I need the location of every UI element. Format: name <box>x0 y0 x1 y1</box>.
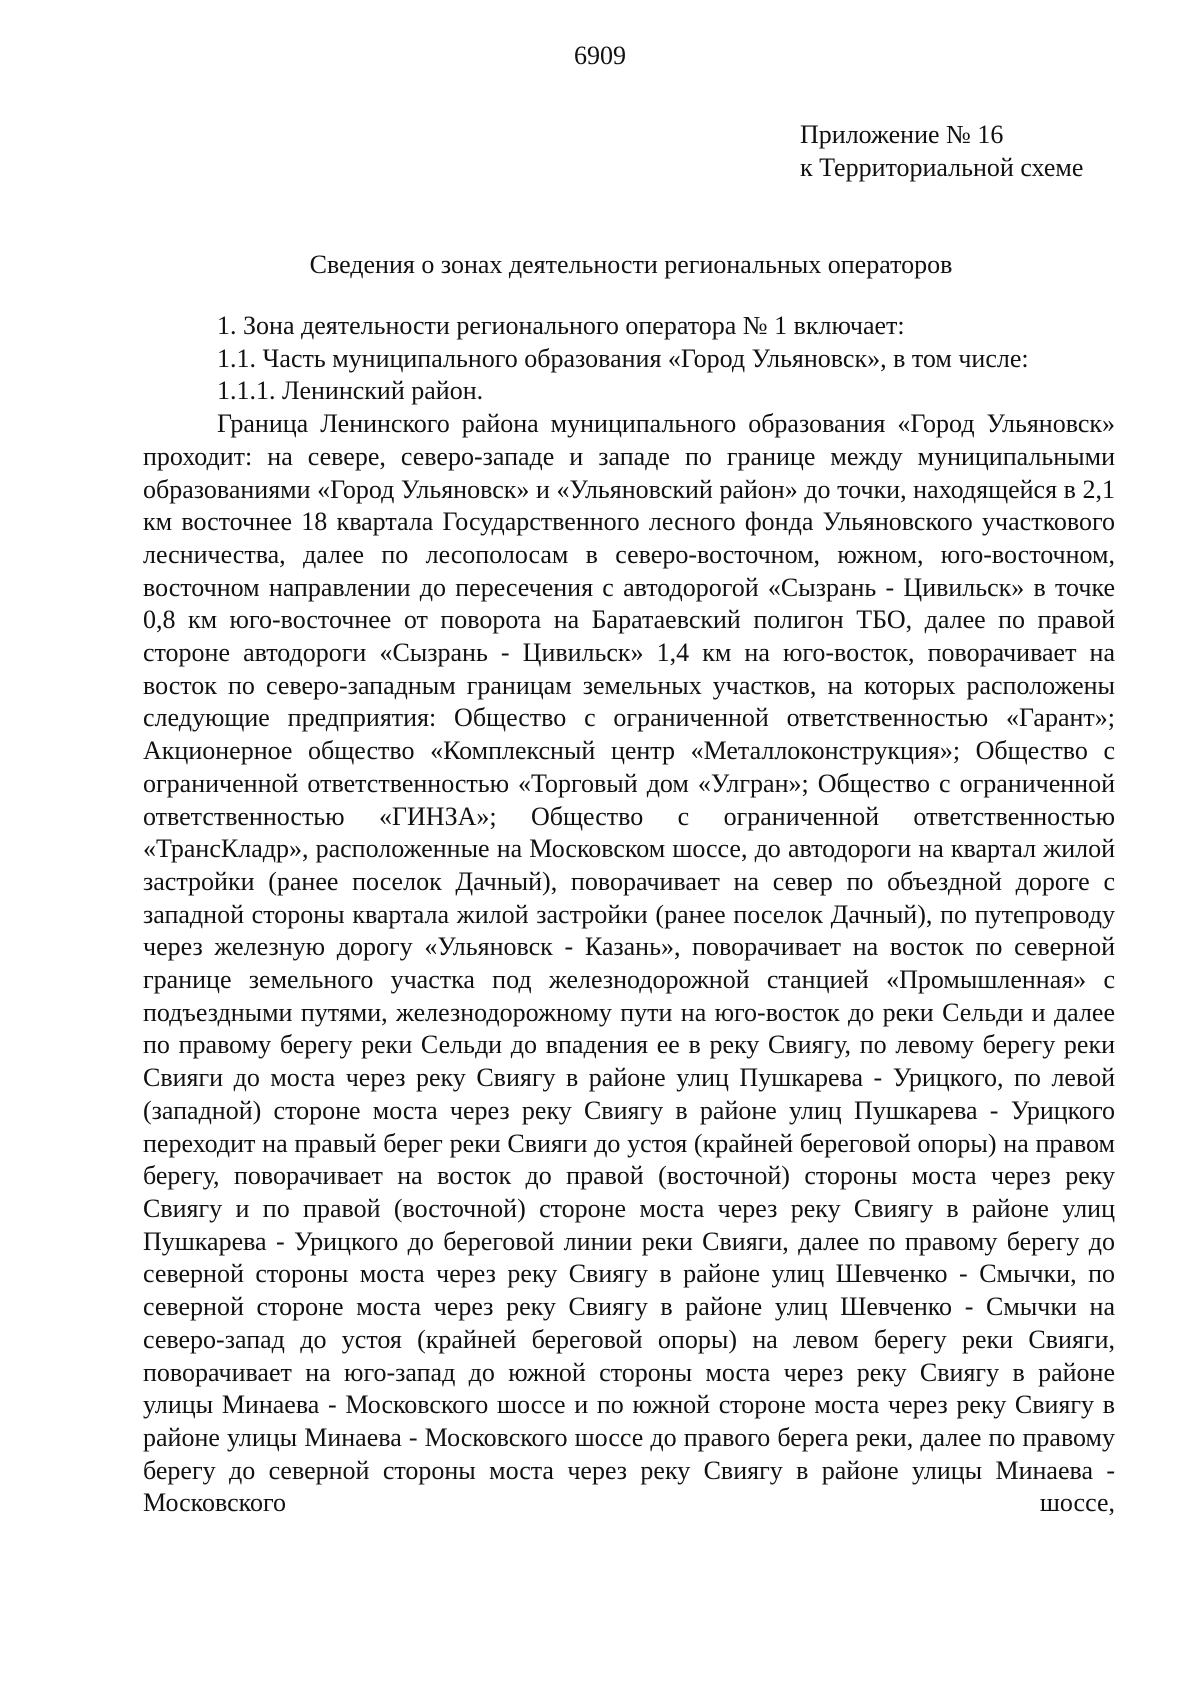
paragraph-zone-1-1-1: 1.1.1. Ленинский район. <box>217 376 484 406</box>
paragraph-zone-1: 1. Зона деятельности регионального оператора № 1 включает: <box>217 311 905 340</box>
appendix-number: Приложение № 16 <box>800 120 1004 149</box>
appendix-scheme: к Территориальной схеме <box>800 153 1084 182</box>
document-title: Сведения о зонах деятельности региональных операторов <box>309 250 953 279</box>
document-body <box>143 310 1115 1520</box>
appendix-reference <box>800 118 1180 184</box>
paragraph-zone-1-1: 1.1. Часть муниципального образования «Город Ульяновск», в том числе: <box>217 343 1029 373</box>
paragraph-border-description: Граница Ленинского района муниципального образования «Город Ульяновск» проходит: на севере, северо-западе и западе по границе между муниципальными образованиями «Город Ульяновск» и «Ульяновский район» до точки, находящейся в 2,1 км восточнее 18 квартала Государственного лесного фонда Ульяновского участкового лесничества, далее по лесополосам в северо-восточном, южном, юго-восточном, восточном направлении до пересечения с автодорогой «Сызрань - Цивильск» в точке 0,8 км юго-восточнее от поворота на Баратаевский полигон ТБО, далее по правой стороне автодороги «Сызрань - Цивильск» 1,4 км на юго-восток, поворачивает на восток по северо-западным границам земельных участков, на которых расположены следующие предприятия: Общество с ограниченной ответственностью «Гарант»; Акционерное общество «Комплексный центр «Металлоконструкция»; Общество с ограниченной ответственностью «Торговый дом «Улгран»; Общество с ограниченной ответственностью «ГИНЗА»; Общество с ограниченной ответственностью «ТрансКладр», расположенные на Московском шоссе, до автодороги на квартал жилой застройки (ранее поселок Дачный), поворачивает на север по объездной дороге с западной стороны квартала жилой застройки (ранее поселок Дачный), по путепроводу через железную дорогу «Ульяновск - Казань», поворачивает на восток по северной границе земельного участка под железнодорожной станцией «Промышленная» с подъездными путями, железнодорожному пути на юго-восток до реки Сельди и далее по правому берегу реки Сельди до впадения ее в реку Свиягу, по левому берегу реки Свияги до моста через реку Свиягу в районе улиц Пушкарева - Урицкого, по левой (западной) стороне моста через реку Свиягу в районе улиц Пушкарева - Урицкого переходит на правый берег реки Свияги до устоя (крайней береговой опоры) на правом берегу, поворачивает на восток до правой (восточной) стороны моста через реку Свиягу и по правой (восточной) стороне моста через реку Свиягу в районе улиц Пушкарева - Урицкого до береговой линии реки Свияги, далее по правому берегу до северной стороны моста через реку Свиягу в районе улиц Шевченко - Смычки, по северной стороне моста через реку Свиягу в районе улиц Шевченко - Смычки на северо-запад до устоя (крайней береговой опоры) на левом берегу реки Свияги, поворачивает на юго-запад до южной стороны моста через реку Свиягу в районе улицы Минаева - Московского шоссе и по южной стороне моста через реку Свиягу в районе улицы Минаева - Московского шоссе до правого берега реки, далее по правому берегу до северной стороны моста через реку Свиягу в районе улицы Минаева - Московского шоссе, <box>143 409 1115 1518</box>
page-number: 6909 <box>574 41 626 70</box>
